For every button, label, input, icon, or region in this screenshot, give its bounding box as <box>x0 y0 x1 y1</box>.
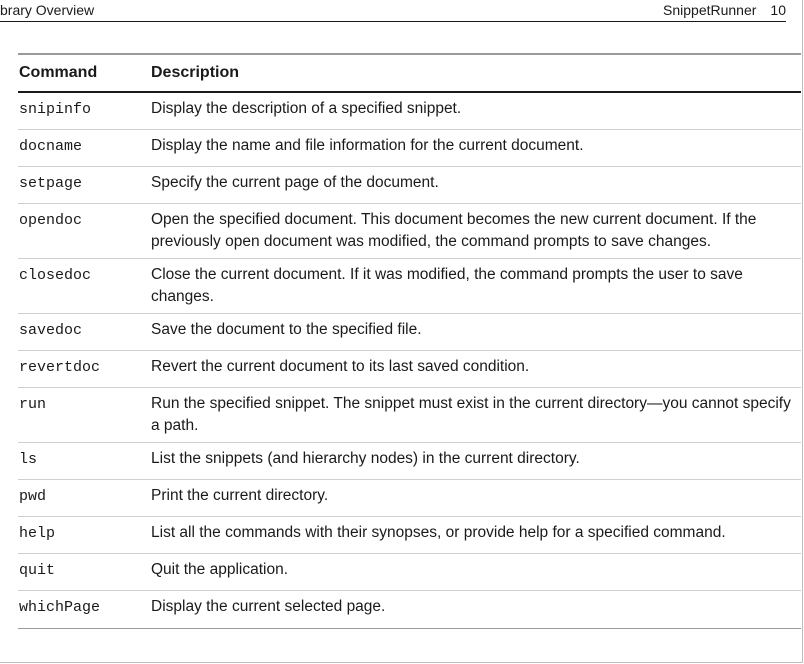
table-row <box>18 259 801 314</box>
command-description: Save the document to the specified file. <box>151 321 422 338</box>
section-title: brary Overview <box>0 2 95 18</box>
document-name: SnippetRunner <box>663 2 757 18</box>
command-name: revertdoc <box>19 359 101 376</box>
command-name: opendoc <box>19 212 83 229</box>
table-row <box>18 443 801 480</box>
table-row <box>18 314 801 351</box>
command-name: pwd <box>19 488 47 505</box>
running-header <box>0 0 786 22</box>
table-row <box>18 554 801 591</box>
command-description: Display the name and file information for the current document. <box>151 137 584 154</box>
command-description: Run the specified snippet. The snippet must exist in the current directory—you cannot specify a path. <box>151 395 791 434</box>
table-row <box>18 351 801 388</box>
header-right <box>663 1 786 19</box>
table-row <box>18 591 801 628</box>
table-row <box>18 388 801 443</box>
command-name: savedoc <box>19 322 83 339</box>
command-description: Quit the application. <box>151 561 289 578</box>
table-row <box>18 130 801 167</box>
command-description: Specify the current page of the document. <box>151 174 439 191</box>
command-name: setpage <box>19 175 83 192</box>
command-name: quit <box>19 562 56 579</box>
table-row <box>18 167 801 204</box>
command-description: Print the current directory. <box>151 487 329 504</box>
commands-table <box>18 53 801 629</box>
command-name: closedoc <box>19 267 92 284</box>
command-description: Display the description of a specified snippet. <box>151 100 462 117</box>
command-description: List all the commands with their synopses, or provide help for a specified command. <box>151 524 726 541</box>
table-header-row <box>18 55 801 93</box>
column-header-command: Command <box>19 64 98 81</box>
page-number: 10 <box>770 2 786 18</box>
command-description: Display the current selected page. <box>151 598 386 615</box>
command-description: Revert the current document to its last saved condition. <box>151 358 530 375</box>
table-row <box>18 93 801 130</box>
command-description: Open the specified document. This document becomes the new current document. If the previously open document was modified, the command prompts to save changes. <box>151 211 757 250</box>
command-description: List the snippets (and hierarchy nodes) in the current directory. <box>151 450 580 467</box>
table-row <box>18 517 801 554</box>
command-name: docname <box>19 138 83 155</box>
command-name: whichPage <box>19 599 101 616</box>
command-name: run <box>19 396 47 413</box>
command-name: ls <box>19 451 38 468</box>
table-row <box>18 480 801 517</box>
column-header-description: Description <box>151 64 240 81</box>
command-name: help <box>19 525 56 542</box>
table-row <box>18 204 801 259</box>
table-body <box>18 93 801 628</box>
command-name: snipinfo <box>19 101 92 118</box>
command-description: Close the current document. If it was modified, the command prompts the user to save changes. <box>151 266 743 305</box>
